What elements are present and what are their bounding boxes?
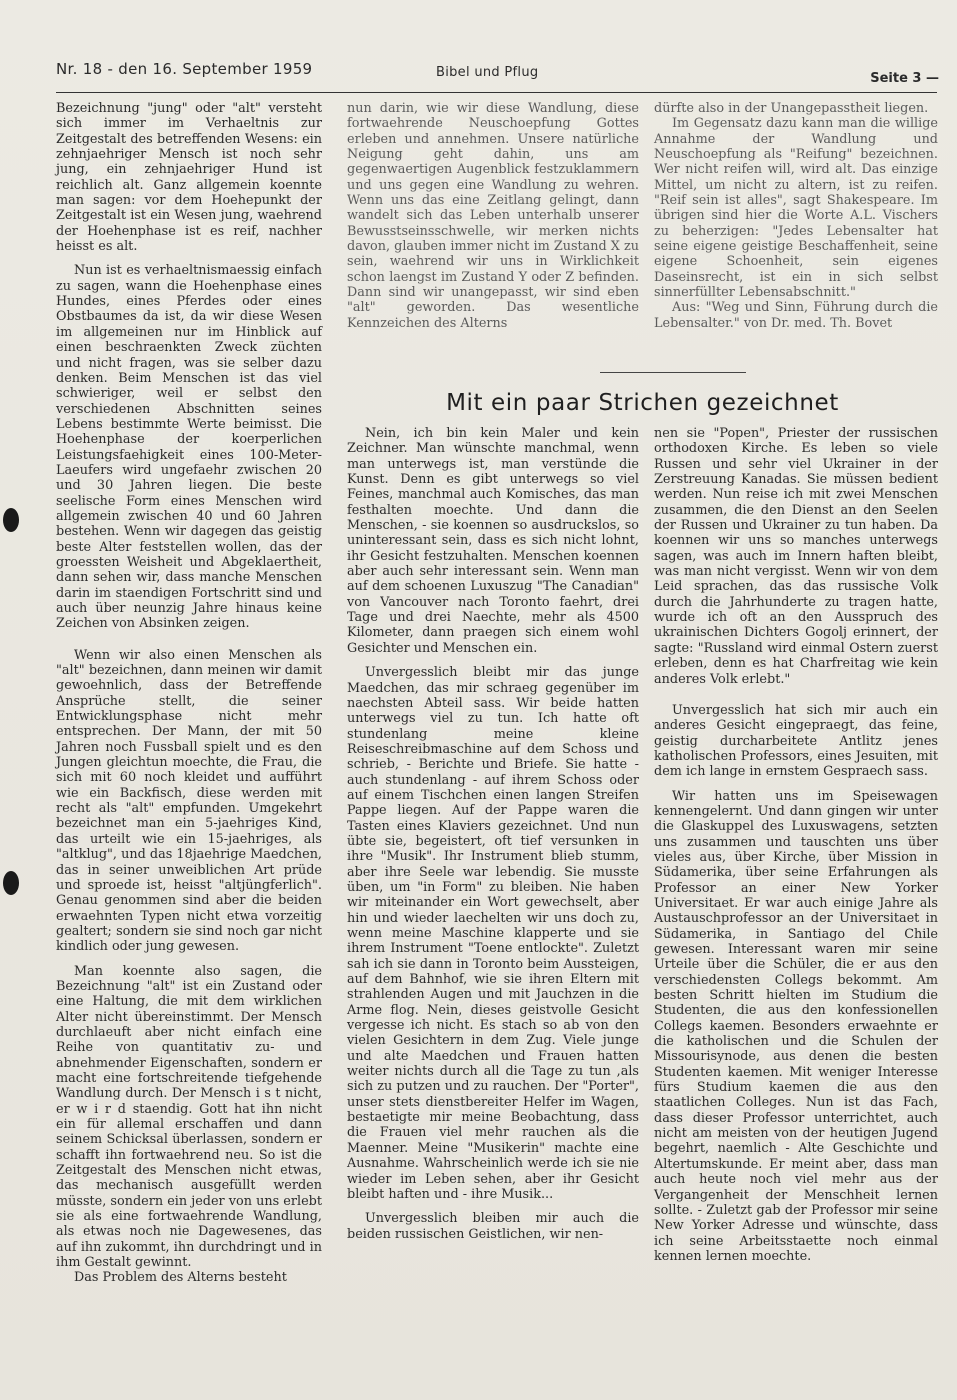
paragraph: Unvergesslich hat sich mir auch ein anderes Gesicht eingepraegt, das feine, geistig durcharbeitete Antlitz jenes katholischen Professors, eines Jesuiten, mit dem ich lange in ernstem Gespraech sass. xyxy=(654,702,938,780)
paragraph: Wenn wir also einen Menschen als "alt" bezeichnen, dann meinen wir damit gewoehnlich, dass der Betreffende Ansprüche stellt, die seiner Entwicklungsphase nicht mehr entsprechen. Der Mann, der mit 50 Jahren noch Fussball spielt und es den Jungen gleichtun moechte, die Frau, die sich mit 60 noch kleidet und aufführt wie ein Backfisch, diese werden mit recht als "alt" empfunden. Umgekehrt bezeichnet man ein 5-jaehriges Kind, das urteilt wie ein 15-jaehriges, als "altklug", und das 18jaehrige Maedchen, das in seiner unweiblichen Art prüde und sproede ist, heisst "altjüngferlich". Genau genommen sind aber die beiden erwaehnten Typen nicht etwa vorzeitig gealtert; sondern sie sind noch gar nicht kindlich oder jung gewesen. xyxy=(56,647,322,955)
page-header xyxy=(56,54,939,94)
source-citation: Aus: "Weg und Sinn, Führung durch die Lebensalter." von Dr. med. Th. Bovet xyxy=(654,300,938,331)
paragraph: Im Gegensatz dazu kann man die willige Annahme der Wandlung und Neuschoepfung als "Reifung" bezeichnen. Wer nicht reifen will, wird alt. Das einzige Mittel, um nicht zu altern, ist zu reifen. "Reif sein ist alles", sagt Shakespeare. Im übrigen sind hier die Worte A.L. Vischers zu beherzigen: "Jedes Lebensalter hat seine eigene geistige Beschaffenheit, seine eigene Schoenheit, sein eigenes Daseinsrecht, ist ein in sich selbst sinnerfüllter Lebensabschnitt." xyxy=(654,116,938,301)
article-column-1 xyxy=(56,101,322,1286)
paragraph: nun darin, wie wir diese Wandlung, diese fortwaehrende Neuschoepfung Gottes erleben und annehmen. Unsere natürliche Neigung geht dahin, uns am gegenwaertigen Augenblick festzuklammern und uns gegen eine Wandlung zu wehren. Wenn uns das eine Zeitlang gelingt, dann wandelt sich das Leben unterhalb unserer Bewusstseinsschwelle, wir merken nichts davon, glauben immer nicht im Zustand X zu sein, waehrend wir uns in Wirklichkeit schon laengst im Zustand Y oder Z befinden. Dann sind wir unangepasst, wir sind eben "alt" geworden. Das wesentliche Kennzeichen des Alterns xyxy=(347,101,639,331)
page-number: Seite 3 — xyxy=(870,71,939,86)
paragraph: Man koennte also sagen, die Bezeichnung "alt" ist ein Zustand oder eine Haltung, die mit dem wirklichen Alter nicht übereinstimmt. Der Mensch durchlaeuft aber nicht einfach eine Reihe von quantitativ zu- und abnehmender Eigenschaften, sondern er macht eine fortschreitende tiefgehende Wandlung durch. Der Mensch i s t nicht, er w i r d staendig. Gott hat ihn nicht ein für allemal erschaffen und dann seinem Schicksal überlassen, sondern er schafft ihn fortwaehrend neu. So ist die Zeitgestalt des Menschen nicht etwas, das mechanisch ausgefüllt werden müsste, sondern ein jeder von uns erlebt sie als eine fortwaehrende Wandlung, als etwas noch nie Dagewesenes, das auf ihn zukommt, ihn durchdringt und in ihm Gestalt gewinnt. xyxy=(56,963,322,1271)
paragraph: Nun ist es verhaeltnismaessig einfach zu sagen, wann die Hoehenphase eines Hundes, eines Pferdes oder eines Obstbaumes da ist, da wir diese Wesen im allgemeinen nur im Hinblick auf einen beschraenkten Zweck züchten und nicht fragen, was sie selber dazu denken. Beim Menschen ist das viel schwieriger, weil er selbst den verschiedenen Abschnitten seines Lebens bestimmte Werte beimisst. Die Hoehenphase der koerperlichen Leistungsfaehigkeit eines 100-Meter-Laeufers wird ungefaehr zwischen 20 und 30 Jahren liegen. Die beste seelische Form eines Menschen wird allgemein zwischen 40 und 60 Jahren bestehen. Wenn wir dagegen das geistig beste Alter feststellen wollen, das der groessten Weisheit und Abgeklaertheit, dann sehen wir, dass manche Menschen darin im staendigen Fortschritt sind und auch über neunzig Jahre hinaus keine Zeichen von Absinken zeigen. xyxy=(56,263,322,632)
issue-date: Nr. 18 - den 16. September 1959 xyxy=(56,60,313,78)
paragraph: Nein, ich bin kein Maler und kein Zeichner. Man wünschte manchmal, wenn man unterwegs ist, man verstünde die Kunst. Denn es gibt unterwegs so viel Feines, manchmal auch Komisches, das man festhalten moechte. Und dann die Menschen, - sie koennen so ausdruckslos, so uninteressant sein, dass es sich nicht lohnt, ihr Gesicht festzuhalten. Menschen koennen aber auch sehr interessant sein. Wenn man auf dem schoenen Luxuszug "The Canadian" von Vancouver nach Toronto faehrt, drei Tage und drei Naechte, mehr als 4500 Kilometer, dann praegen sich einem wohl Gesichter und Menschen ein. xyxy=(347,426,639,656)
paragraph: Bezeichnung "jung" oder "alt" versteht sich immer im Verhaeltnis zur Zeitgestalt des betreffenden Wesens: ein zehnjaehriger Mensch ist noch sehr jung, ein zehnjaehriger Hund ist reichlich alt. Ganz allgemein koennte man sagen: vor dem Hoehepunkt der Zeitgestalt ist ein Wesen jung, waehrend der Hoehenphase ist es reif, nachher heisst es alt. xyxy=(56,101,322,255)
paragraph: Das Problem des Alterns besteht xyxy=(74,1270,287,1286)
paragraph: Unvergesslich bleiben mir auch die beiden russischen Geistlichen, wir nen- xyxy=(347,1211,639,1242)
article-column-5 xyxy=(654,426,938,1264)
punch-hole xyxy=(3,871,19,895)
paragraph: dürfte also in der Unangepasstheit liegen. xyxy=(654,101,929,116)
article-headline: Mit ein paar Strichen gezeichnet xyxy=(446,390,839,416)
paragraph: nen sie "Popen", Priester der russischen orthodoxen Kirche. Es leben so viele Russen und sehr viel Ukrainer in der Zerstreuung Kanadas. Sie müssen bedient werden. Nun reise ich mit zwei Menschen zusammen, die den Dienst an den Seelen der Russen und Ukrainer zu tun haben. Da koennen wir uns so manches unterwegs sagen, was auch im Innern haften bleibt, was man nicht vergisst. Wenn wir von dem Leid sprachen, das das russische Volk durch die Jahrhunderte zu tragen hatte, wurde ich oft an den Ausspruch des ukrainischen Dichters Gogolj erinnert, der sagte: "Russland wird einmal Ostern zuerst erleben, denn es hat Charfreitag wie kein anderes Volk erlebt." xyxy=(654,426,938,687)
article-column-3 xyxy=(654,101,938,331)
punch-hole xyxy=(3,508,19,532)
article-divider xyxy=(600,372,746,373)
paragraph: Wir hatten uns im Speisewagen kennengelernt. Und dann gingen wir unter die Glaskuppel des Luxuswagens, setzten uns zusammen und tauschten uns über vieles aus, über Kirche, über Mission in Südamerika, über seine Erfahrungen als Professor an einer New Yorker Universitaet. Er war auch einige Jahre als Austauschprofessor an der Universitaet in Südamerika, in Santiago del Chile gewesen. Interessant waren mir seine Urteile über die Schüler, die er aus den verschiedensten Collegs bekommt. Am besten Schritt hielten im Studium die Studenten, die aus den konfessionellen Collegs kaemen. Besonders erwaehnte er die katholischen und die Schulen der Missourisynode, aus denen die besten Studenten kaemen. Mit weniger Interesse fürs Studium kaemen die aus den staatlichen Colleges. Nun ist das Fach, dass dieser Professor unterrichtet, auch nicht am meisten von der heutigen Jugend begehrt, naemlich - Alte Geschichte und Altertumskunde. Er meint aber, dass man auch heute noch viel mehr aus der Vergangenheit der Menschheit lernen sollte. - Zuletzt gab der Professor mir seine New Yorker Adresse und wünschte, dass ich seine Arbeitsstaette noch einmal kennen lernen moechte. xyxy=(654,788,938,1264)
publication-title: Bibel und Pflug xyxy=(436,65,539,80)
paragraph: Unvergesslich bleibt mir das junge Maedchen, das mir schraeg gegenüber im naechsten Abteil sass. Wir beide hatten unterwegs viel zu tun. Ich hatte oft stundenlang meine kleine Reiseschreibmaschine auf dem Schoss und schrieb, - Berichte und Briefe. Sie hatte - auch stundenlang - auf ihrem Schoss oder auf einem Tischchen einen langen Streifen Pappe liegen. Auf der Pappe waren die Tasten eines Klaviers gezeichnet. Und nun übte sie, begeistert, oft tief versunken in ihre "Musik". Ihr Instrument blieb stumm, aber ihre Seele war lebendig. Sie musste üben, um "in Form" zu bleiben. Nie haben wir miteinander ein Wort gewechselt, aber hin und wieder laechelten wir uns doch zu, wenn meine Maschine klapperte und sie ihrem Instrument "Toene entlockte". Zuletzt sah ich sie dann in Toronto beim Aussteigen, auf dem Bahnhof, wie sie ihren Eltern mit strahlenden Augen und mit Jauchzen in die Arme flog. Nein, dieses geistvolle Gesicht vergesse ich nicht. Es stach so ab von den vielen Gesichtern in dem Zug. Viele junge und alte Maedchen und Frauen hatten weiter nichts durch all die Tage zu tun ,als sich zu putzen und zu rauchen. Der "Porter", unser stets dienstbereiter Helfer im Wagen, bestaetigte mir meine Beobachtung, dass die Frauen viel mehr rauchen als die Maenner. Meine "Musikerin" machte eine Ausnahme. Wahrscheinlich werde ich sie nie wieder im Leben sehen, aber ihr Gesicht bleibt haften und - ihre Musik... xyxy=(347,665,639,1202)
article-column-4 xyxy=(347,426,639,1242)
article-column-2 xyxy=(347,101,639,331)
header-rule xyxy=(56,92,937,93)
